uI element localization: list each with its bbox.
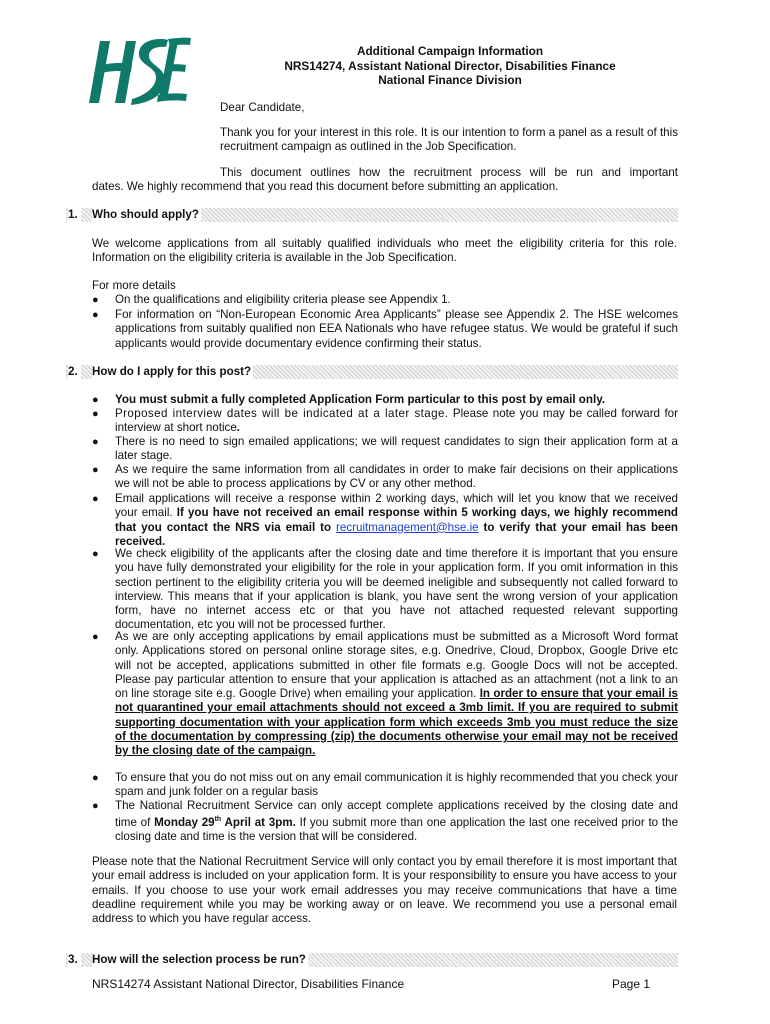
bullet-icon: ● bbox=[92, 464, 99, 476]
section-number: 3. bbox=[68, 953, 81, 967]
section-1-heading bbox=[66, 208, 678, 222]
recruitment-email-link[interactable]: recruitmanagement@hse.ie bbox=[336, 520, 479, 534]
header-line-3: National Finance Division bbox=[378, 73, 522, 88]
header-line-2: NRS14274, Assistant National Director, Disabilities Finance bbox=[284, 58, 616, 73]
section-title: Who should apply? bbox=[92, 208, 199, 221]
bullet-icon: ● bbox=[92, 436, 99, 448]
list-item: ● As we require the same information from all candidates in order to make fair decisions on their applications we will not be able to process applications by CV or any other method. bbox=[92, 463, 678, 491]
bullet-icon: ● bbox=[92, 548, 99, 560]
hse-logo bbox=[86, 33, 192, 111]
page-number: Page 1 bbox=[612, 977, 651, 991]
list-item: ● Email applications will receive a response within 2 working days, which will let you know that we received your email. If you have not received an email response within 5 working days, we highly recommend that you contact the NRS via email to recruitmanagement@hse.ie to verify that your email has been received. bbox=[92, 492, 678, 548]
list-item: ● As we are only accepting applications by email applications must be submitted as a Microsoft Word format only. Applications stored on personal online storage sites, e.g. Onedrive, Cloud, Dropbox, Google Drive etc will not be accepted, applications submitted in other file formats e.g. Google Docs will not be accepted. Please pay particular attention to ensure that your application is attached as an attachment (not a link to an on line storage site e.g. Google Drive) when emailing your application. In order to ensure that your email is not quarantined your email attachments should not exceed a 3mb limit. If you are required to submit supporting documentation with your application form which exceeds 3mb you must reduce the size of the documentation by compressing (zip) the documents otherwise your email may not be received by the closing date of the campaign. bbox=[92, 630, 679, 758]
list-item: ● The National Recruitment Service can only accept complete applications received by the closing date and time of Monday 29th April at 3pm. If you submit more than one application the last one received prior to the closing date and time is the version that will be considered. bbox=[92, 799, 679, 844]
list-item: ● You must submit a fully completed Application Form particular to this post by email only. bbox=[92, 393, 605, 406]
bullet-icon: ● bbox=[92, 408, 99, 420]
list-item: ● Proposed interview dates will be indicated at a later stage. Please note you may be called forward for interview at short notice. bbox=[92, 407, 678, 435]
section-2-heading bbox=[66, 365, 678, 379]
section-title: How do I apply for this post? bbox=[92, 365, 252, 378]
document-header bbox=[240, 44, 660, 88]
section-3-heading bbox=[66, 953, 678, 967]
intro-paragraph-2b: dates. We highly recommend that you read this document before submitting an application. bbox=[92, 180, 559, 193]
list-item: ● For information on “Non-European Economic Area Applicants” please see Appendix 2. The HSE welcomes applications from suitably qualified non EEA Nationals who have refugee status. We would be grateful if such applicants would provide documentary evidence confirming their status. bbox=[92, 308, 678, 350]
intro-paragraph-1: Thank you for your interest in this role. It is our intention to form a panel as a result of this recruitment campaign as outlined in the Job Specification. bbox=[220, 126, 678, 154]
section-title: How will the selection process be run? bbox=[92, 953, 306, 966]
header-line-1: Additional Campaign Information bbox=[356, 44, 544, 58]
section-number: 2. bbox=[68, 365, 81, 379]
list-item: ● There is no need to sign emailed applications; we will request candidates to sign their application form at a later stage. bbox=[92, 435, 678, 463]
bullet-icon: ● bbox=[92, 309, 99, 321]
greeting: Dear Candidate, bbox=[220, 101, 305, 114]
bullet-icon: ● bbox=[92, 394, 99, 406]
bullet-icon: ● bbox=[92, 294, 99, 306]
footer-reference: NRS14274 Assistant National Director, Disabilities Finance bbox=[92, 977, 405, 991]
section-1-more-details: For more details bbox=[92, 279, 176, 292]
section-1-paragraph: We welcome applications from all suitably qualified individuals who meet the eligibility criteria for this role. Information on the eligibility criteria is available in the Job Specification. bbox=[92, 237, 677, 265]
bullet-icon: ● bbox=[92, 631, 99, 643]
list-item: ● On the qualifications and eligibility criteria please see Appendix 1. bbox=[92, 293, 451, 306]
bullet-icon: ● bbox=[92, 493, 99, 505]
section-number: 1. bbox=[68, 208, 81, 222]
intro-paragraph-2a: This document outlines how the recruitment process will be run and important bbox=[220, 166, 678, 179]
list-item: ● We check eligibility of the applicants after the closing date and time therefore it is important that you ensure you have fully demonstrated your eligibility for the role in your application form. If you omit information in this section pertinent to the eligibility criteria you will be deemed ineligible and subsequently not called forward to interview. This means that if your application is blank, you have sent the wrong version of your application form, have no internet access etc or that you have not attached requested relevant supporting documentation, etc you will not be processed further. bbox=[92, 547, 678, 632]
bullet-icon: ● bbox=[92, 800, 99, 812]
section-2-note: Please note that the National Recruitment Service will only contact you by email therefore it is most important that your email address is included on your application form. It is your responsibility to ensure you have access to your emails. If you choose to use your work email addresses you may receive communications that have a time deadline requirement while you may be working away or on leave. We recommend you use a personal email address to which you have regular access. bbox=[92, 855, 677, 926]
list-item: ● To ensure that you do not miss out on any email communication it is highly recommended that you check your spam and junk folder on a regular basis bbox=[92, 771, 678, 799]
bullet-icon: ● bbox=[92, 772, 99, 784]
